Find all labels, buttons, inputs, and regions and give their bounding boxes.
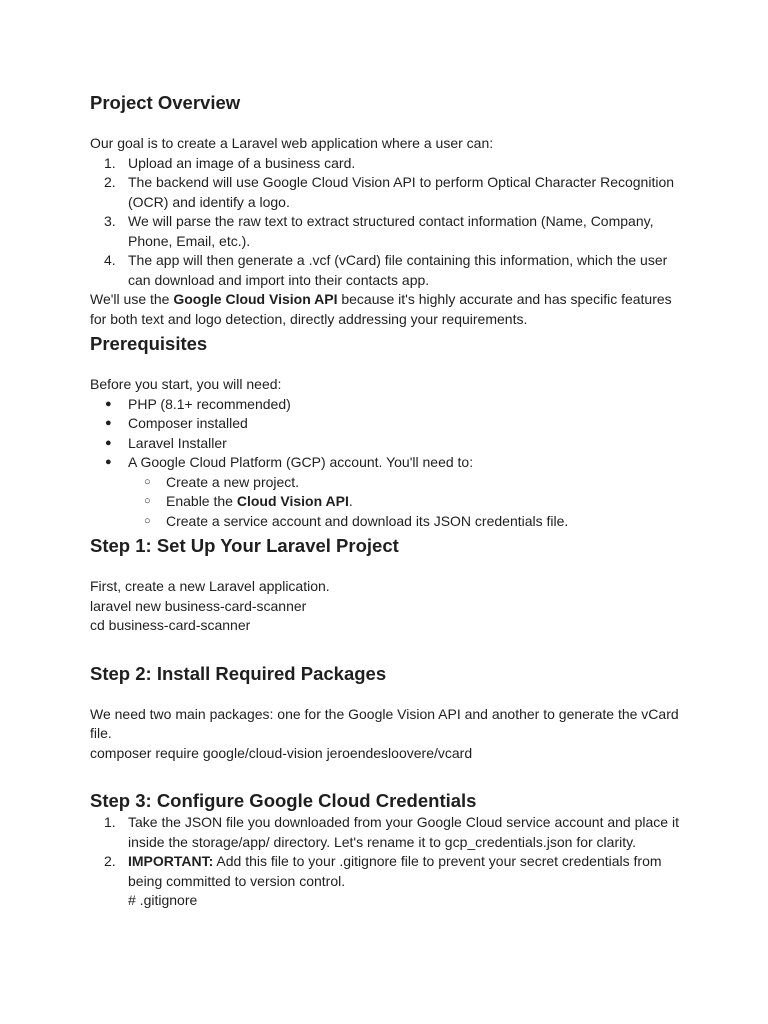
overview-intro: Our goal is to create a Laravel web application where a user can:	[90, 135, 494, 151]
circle-bullet-icon: ○	[144, 475, 151, 488]
list-number: 1.	[104, 154, 116, 171]
list-text: The backend will use Google Cloud Vision API to perform Optical Character Recognition (OCR) and identify a logo.	[128, 174, 675, 210]
list-item	[90, 813, 690, 852]
cloud-vision-api-bold: Cloud Vision API	[236, 493, 349, 509]
list-text: Create a service account and download its JSON credentials file.	[166, 512, 569, 529]
list-number: 4.	[104, 252, 116, 268]
sub-list-item	[128, 473, 690, 493]
heading-step-1: Step 1: Set Up Your Laravel Project	[90, 535, 399, 556]
list-text: Add this file to your .gitignore file to prevent your secret credentials from being committed to version control.	[128, 853, 662, 889]
api-paragraph-suffix: because it's highly accurate and has specific features for both text and logo detection, directly addressing your requirements.	[90, 291, 672, 327]
prerequisites-intro: Before you start, you will need:	[90, 376, 282, 392]
list-item	[90, 212, 690, 251]
bullet-icon: ●	[105, 456, 112, 468]
list-text: A Google Cloud Platform (GCP) account. You'll need to:	[128, 454, 474, 470]
circle-bullet-icon: ○	[144, 514, 151, 527]
gitignore-code-line: # .gitignore	[128, 892, 198, 908]
list-number: 3.	[104, 213, 116, 229]
list-text: The app will then generate a .vcf (vCard) file containing this information, which the user can download and import into their contacts app.	[128, 252, 668, 288]
prerequisites-list	[90, 395, 690, 532]
heading-step-3: Step 3: Configure Google Cloud Credentials	[90, 790, 477, 811]
gcp-sub-list	[128, 473, 690, 532]
bullet-icon: ●	[105, 397, 112, 410]
list-item	[90, 173, 690, 212]
list-item	[90, 414, 690, 434]
list-text: Take the JSON file you downloaded from your Google Cloud service account and place it inside the storage/app/ directory. Let's rename it to gcp_credentials.json for clarity.	[128, 814, 679, 850]
list-number: 2.	[104, 853, 116, 869]
list-number: 2.	[104, 174, 116, 190]
list-text: Laravel Installer	[128, 434, 227, 451]
list-text: Create a new project.	[166, 473, 300, 490]
sub-list-item	[128, 492, 690, 512]
list-item	[90, 852, 690, 911]
heading-prerequisites: Prerequisites	[90, 333, 208, 354]
step2-command: composer require google/cloud-vision jeroendesloovere/vcard	[90, 744, 473, 761]
list-text: We will parse the raw text to extract structured contact information (Name, Company, Phone, Email, etc.).	[128, 213, 654, 249]
list-item	[90, 395, 690, 415]
list-item	[90, 154, 690, 174]
list-text: Composer installed	[128, 415, 248, 431]
overview-steps-list	[90, 154, 690, 291]
important-label: IMPORTANT:	[128, 853, 214, 869]
step1-intro: First, create a new Laravel application.	[90, 578, 330, 594]
list-item	[90, 434, 690, 454]
bullet-icon: ●	[105, 417, 112, 429]
heading-project-overview: Project Overview	[90, 92, 241, 113]
bullet-icon: ●	[105, 436, 112, 449]
circle-bullet-icon: ○	[144, 495, 151, 507]
list-text: Enable the	[166, 493, 237, 509]
list-number: 1.	[104, 814, 116, 830]
list-text: Upload an image of a business card.	[128, 154, 356, 171]
heading-step-2: Step 2: Install Required Packages	[90, 662, 387, 684]
step3-list	[90, 813, 690, 911]
api-name-bold: Google Cloud Vision API	[173, 291, 338, 307]
list-text-suffix: .	[348, 493, 353, 509]
list-text: PHP (8.1+ recommended)	[128, 395, 291, 412]
step1-command-new: laravel new business-card-scanner	[90, 597, 307, 614]
overview-api-paragraph	[90, 290, 690, 329]
list-item	[90, 251, 690, 290]
api-paragraph-prefix: We'll use the	[90, 291, 174, 307]
document-body	[90, 91, 690, 911]
step1-command-cd: cd business-card-scanner	[90, 617, 251, 633]
step2-intro: We need two main packages: one for the Google Vision API and another to generate the vCard file.	[90, 705, 679, 741]
list-item	[90, 453, 690, 531]
sub-list-item	[128, 512, 690, 532]
